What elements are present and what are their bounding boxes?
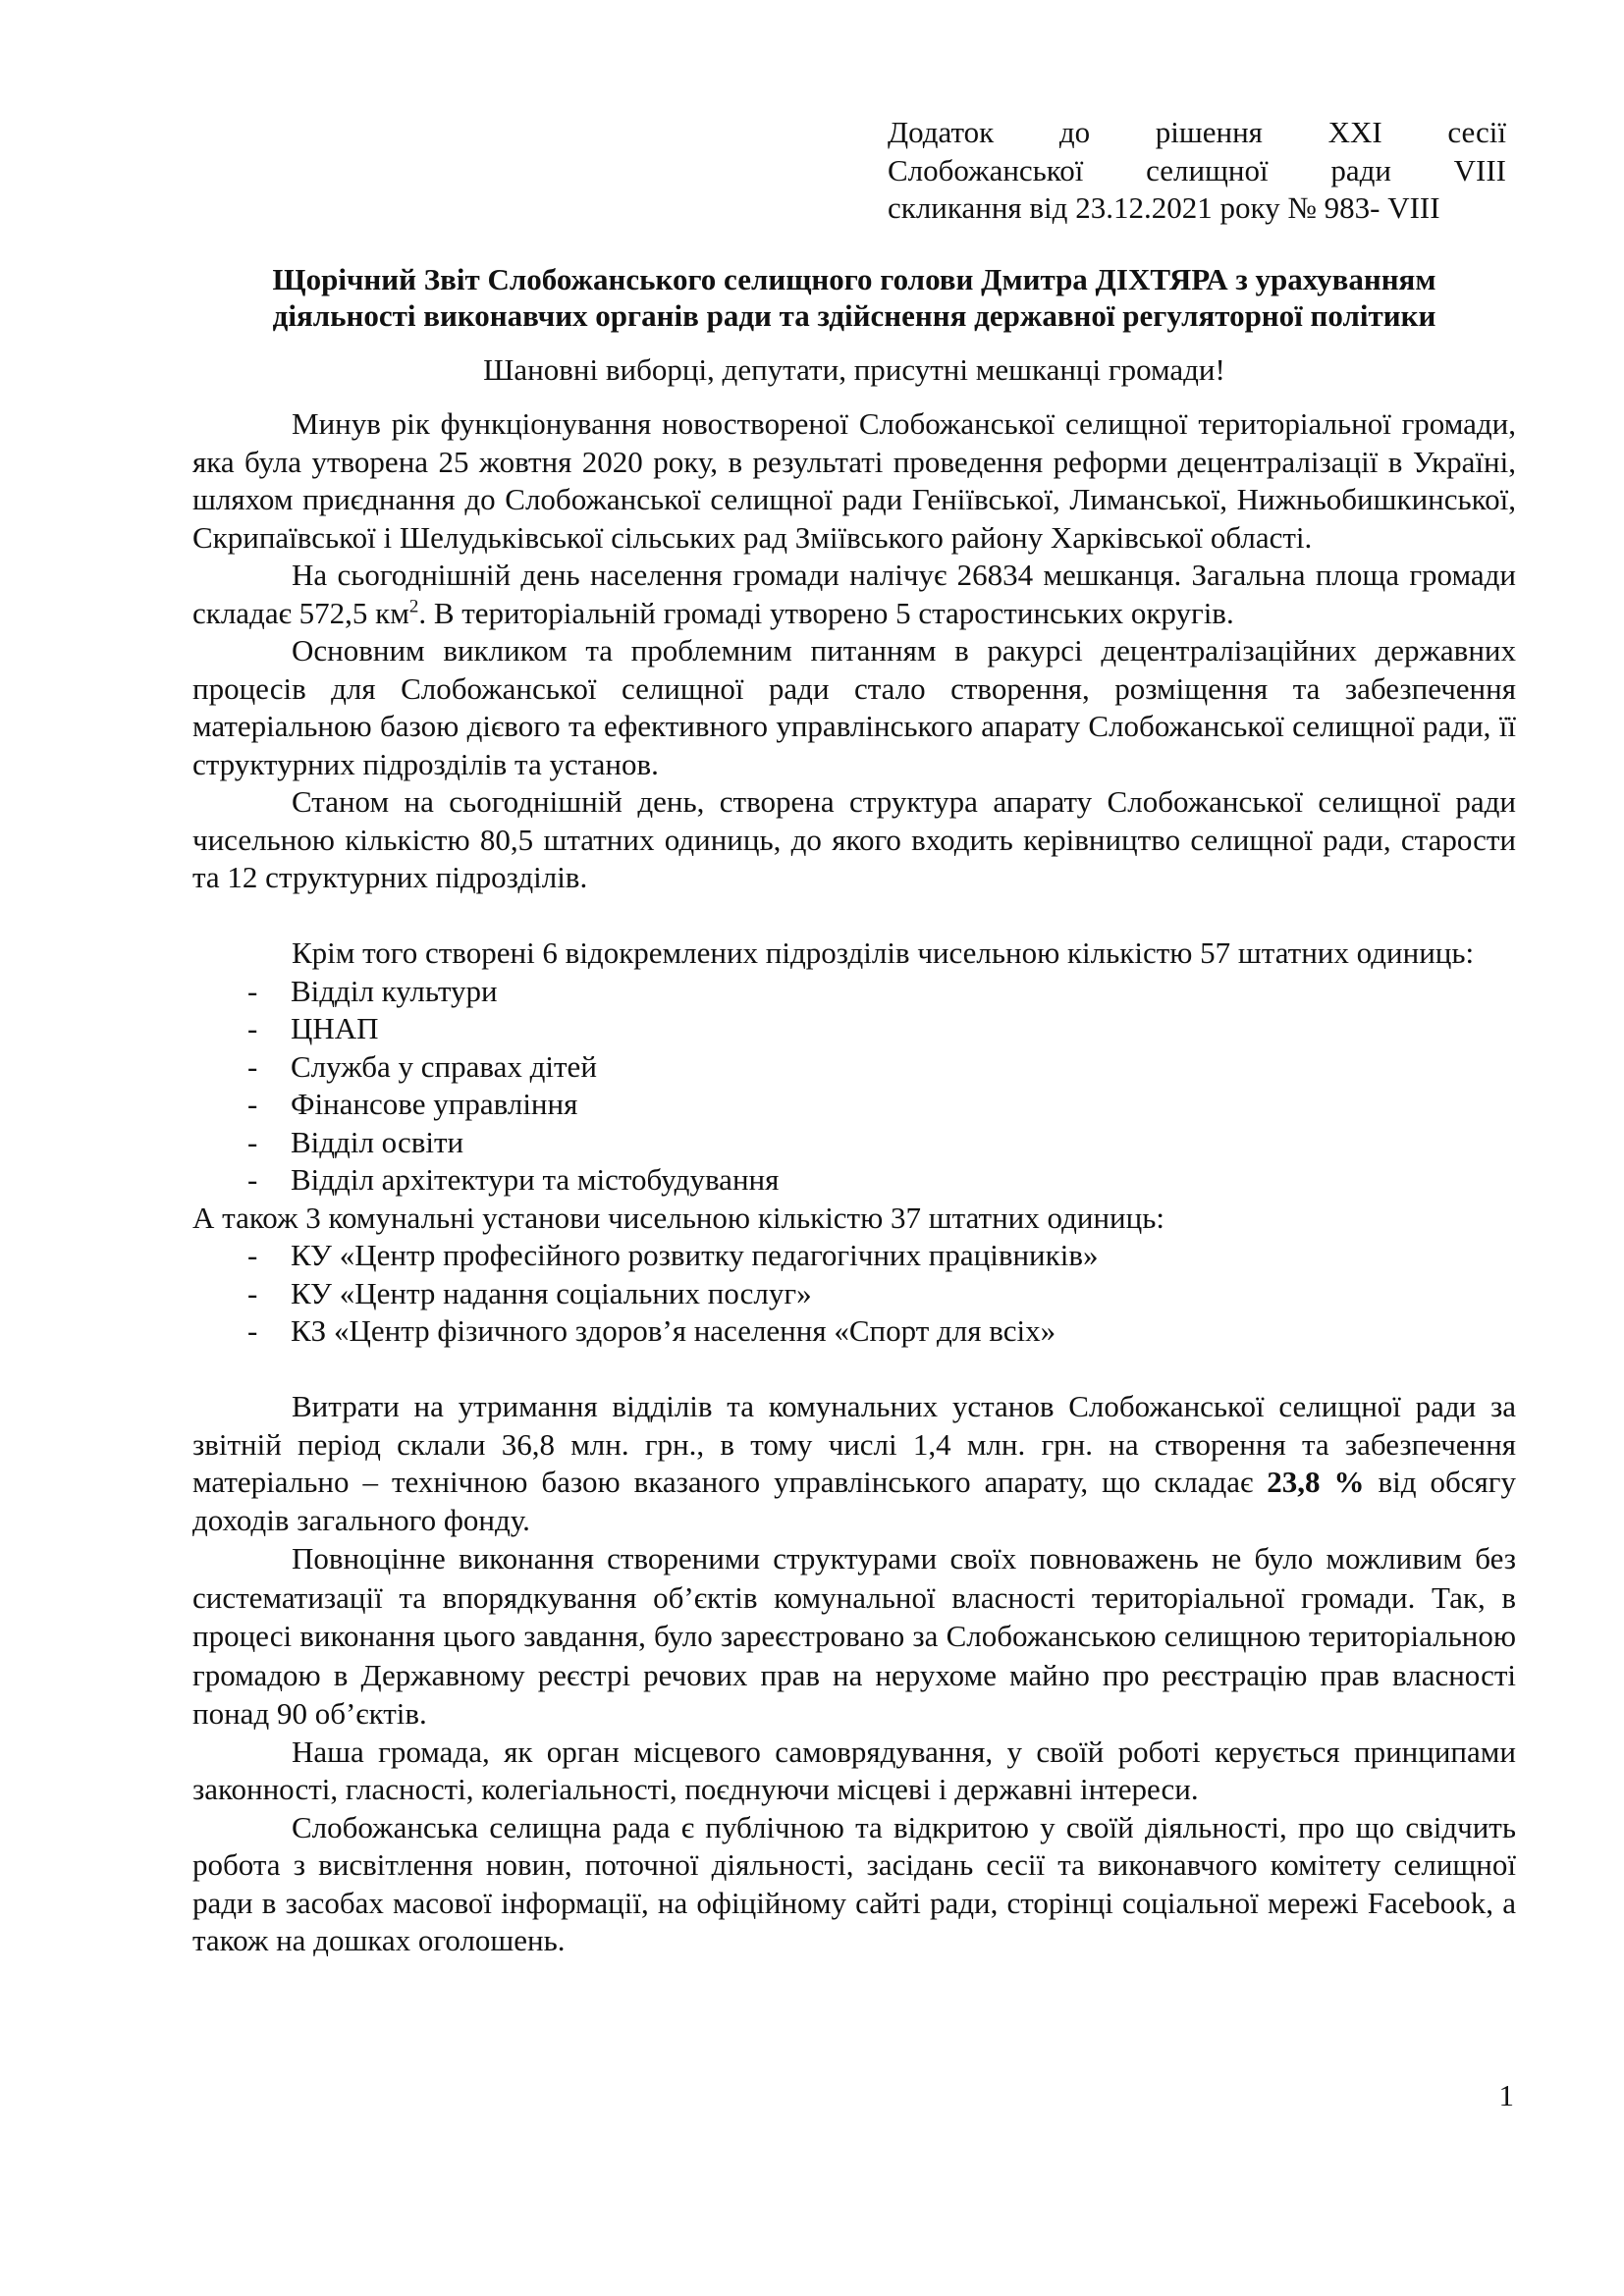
institutions-list xyxy=(192,1237,1516,1351)
blank-line xyxy=(192,897,1516,935)
subdivisions-list xyxy=(192,973,1516,1200)
greeting: Шановні виборці, депутати, присутні мешканці громади! xyxy=(483,351,1225,387)
area-superscript: 2 xyxy=(408,596,419,617)
paragraph-expenses xyxy=(192,1388,1516,1539)
list-item: - Служба у справах дітей xyxy=(192,1048,1516,1087)
title-line-2: діяльності виконавчих органів ради та здійснення державної регуляторної політики xyxy=(272,297,1436,333)
paragraph-main-challenge: Основним викликом та проблемним питанням в ракурсі децентралізаційних державних процесів для Слобожанської селищної ради стало створення, розміщення та забезпечення матеріальною базою дієвого та ефективного управлінського апарату Слобожанської селищної ради, її структурних підрозділів та установ. xyxy=(192,633,1516,781)
annex-line-2: Слобожанської селищної ради VIII xyxy=(888,152,1506,187)
list-item: - Відділ архітектури та містобудування xyxy=(192,1161,1516,1200)
list-item: - КУ «Центр професійного розвитку педагогічних працівників» xyxy=(192,1237,1516,1275)
annex-note xyxy=(888,114,1506,228)
annex-line-1: Додаток до рішення XXI сесії xyxy=(888,115,1506,149)
list-item: - ЦНАП xyxy=(192,1010,1516,1048)
expenses-text: Витрати на утримання відділів та комунальних установ Слобожанської селищної ради за звітній період склали 36,8 млн. грн., в тому числі 1,4 млн. грн. на створення та забезпечення матеріально – технічною базою вказаного управлінського апарату, що складає xyxy=(192,1389,1516,1499)
paragraph-publicity: Слобожанська селищна рада є публічною та відкритою у своїй діяльності, про що свідчить робота з висвітлення новин, поточної діяльності, засідань сесії та виконавчого комітету селищної ради в засобах масової інформації, на офіційному сайті ради, сторінці соціальної мережі Facebook, а також на дошках оголошень. xyxy=(192,1809,1516,1957)
expenses-percent: 23,8 % xyxy=(1267,1465,1365,1499)
population-text: На сьогоднішній день населення громади налічує 26834 мешканця. Загальна площа громади складає 572,5 км xyxy=(192,558,1516,630)
paragraph-property-registration: Повноцінне виконання створеними структурами своїх повноважень не було можливим без систематизації та впорядкування об’єктів комунальної власності територіальної громади. Так, в процесі виконання цього завдання, було зареєстровано за Слобожанською селищною територіальною громадою в Державному реєстрі речових прав на нерухоме майно про реєстрацію прав власності понад 90 об’єктів. xyxy=(192,1541,1516,1731)
annex-line-3: скликання від 23.12.2021 року № 983- VIII xyxy=(888,190,1440,225)
list-item: - КЗ «Центр фізичного здоров’я населення «Спорт для всіх» xyxy=(192,1312,1516,1351)
list-item: - Відділ освіти xyxy=(192,1124,1516,1162)
paragraph-population xyxy=(192,557,1516,632)
paragraph-self-government: Наша громада, як орган місцевого самоврядування, у своїй роботі керується принципами законності, гласності, колегіальності, поєднуючи місцеві і державні інтереси. xyxy=(192,1734,1516,1806)
institutions-intro: А також 3 комунальні установи чисельною кількістю 37 штатних одиниць: xyxy=(192,1200,1164,1235)
blank-line xyxy=(192,1351,1516,1389)
report-title xyxy=(192,261,1516,334)
population-text-end: . В територіальній громаді утворено 5 старостинських округів. xyxy=(418,595,1234,630)
page-number: 1 xyxy=(1498,2078,1514,2112)
list-item: - КУ «Центр надання соціальних послуг» xyxy=(192,1275,1516,1313)
list-item: - Відділ культури xyxy=(192,973,1516,1011)
report-body xyxy=(192,405,1516,1960)
paragraph-community-formation: Минув рік функціонування новоствореної Слобожанської селищної територіальної громади, яка була утворена 25 жовтня 2020 року, в результаті проведення реформи децентралізації в Україні, шляхом приєднання до Слобожанської селищної ради Геніївської, Лиманської, Нижньобишкинської, Скрипаївської і Шелудьківської сільських рад Зміївського району Харківської області. xyxy=(192,406,1516,555)
expenses-text-end: від обсягу доходів загального фонду. xyxy=(192,1465,1517,1537)
list-item: - Фінансове управління xyxy=(192,1086,1516,1124)
paragraph-structure: Станом на сьогоднішній день, створена структура апарату Слобожанської селищної ради чисельною кількістю 80,5 штатних одиниць, до якого входить керівництво селищної ради, старости та 12 структурних підрозділів. xyxy=(192,784,1516,894)
title-line-1: Щорічний Звіт Слобожанського селищного голови Дмитра ДІХТЯРА з урахуванням xyxy=(272,261,1436,296)
paragraph-subdivisions: Крім того створені 6 відокремлених підрозділів чисельною кількістю 57 штатних одиниць: xyxy=(292,935,1475,970)
